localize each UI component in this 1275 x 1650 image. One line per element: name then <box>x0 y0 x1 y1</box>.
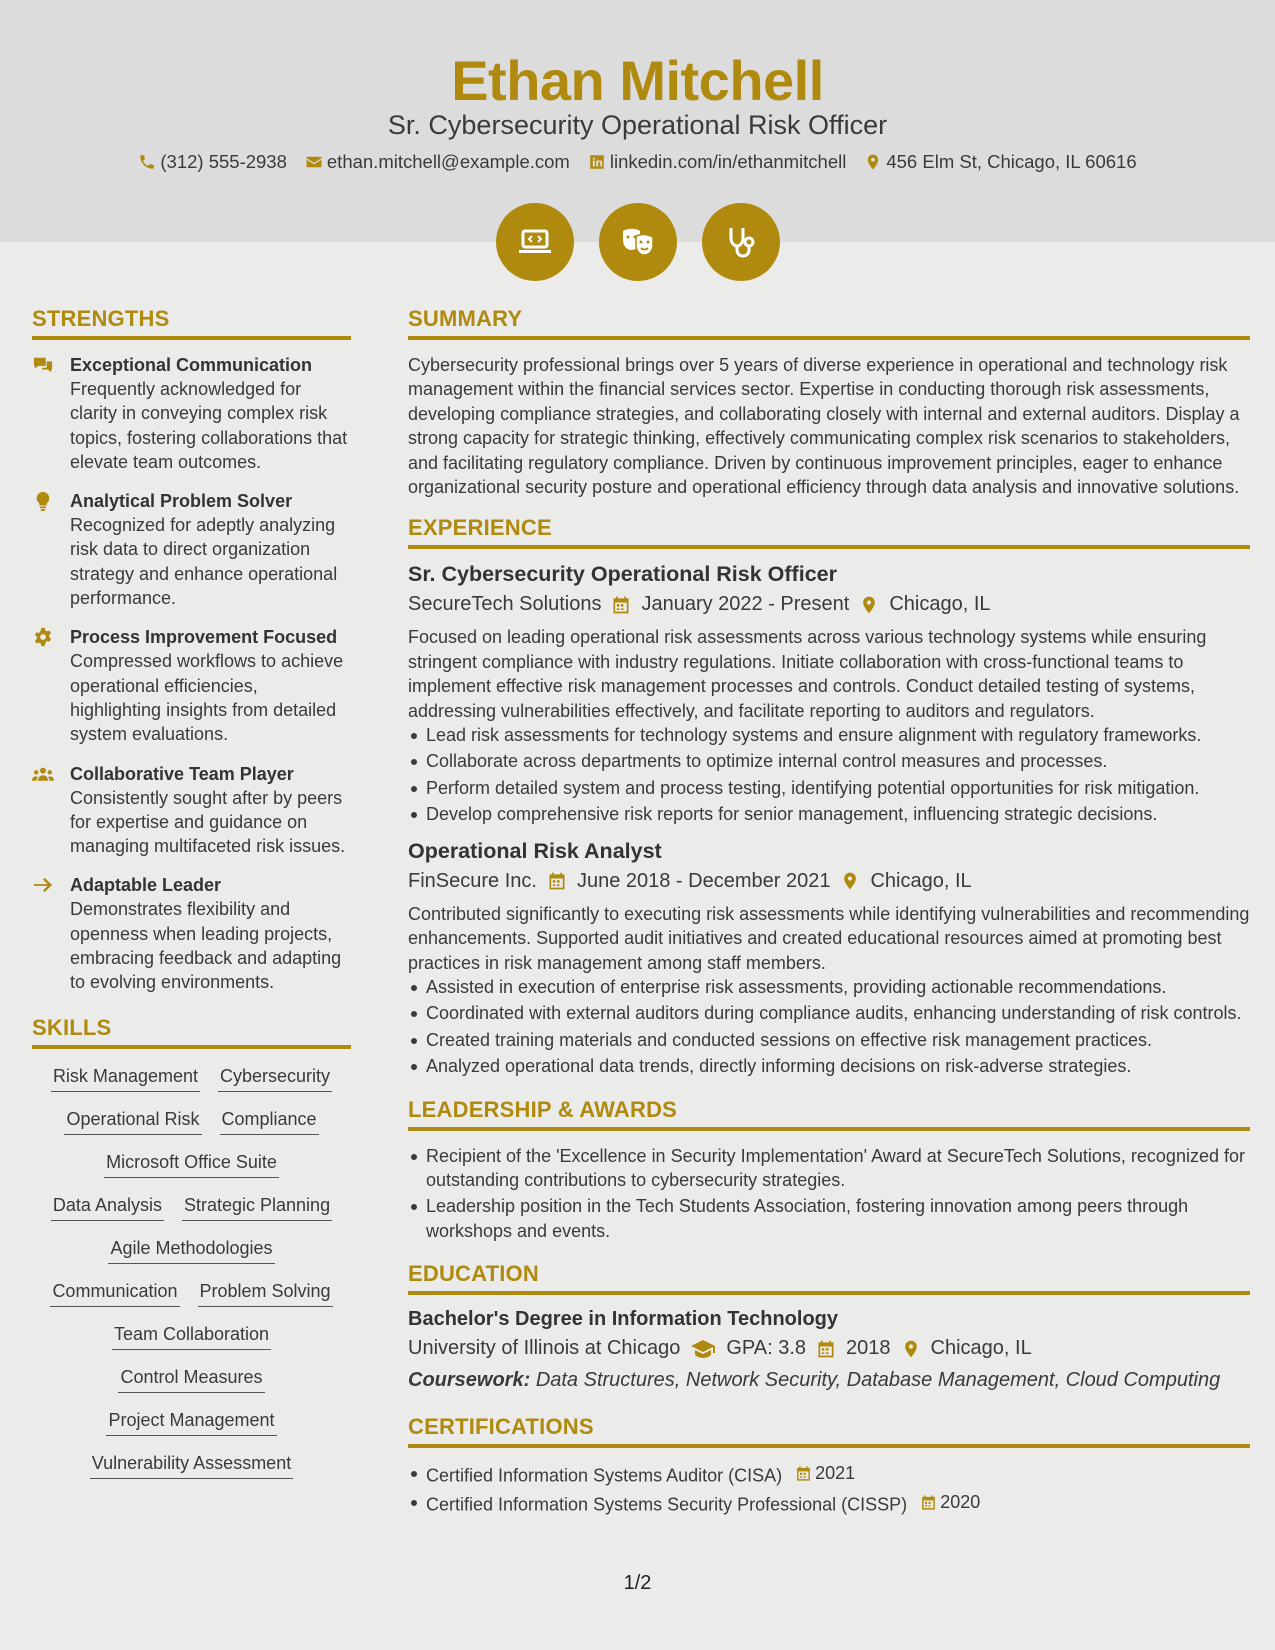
linkedin-text: linkedin.com/in/ethanmitchell <box>609 151 847 172</box>
graduation-cap-icon <box>690 1339 716 1359</box>
contact-address <box>864 151 1136 173</box>
school-name: University of Illinois at Chicago <box>408 1337 681 1360</box>
list-item: Leadership position in the Tech Students Association, fostering innovation among peers through workshops and events. <box>408 1194 1250 1243</box>
skill-tag: Problem Solving <box>198 1280 333 1307</box>
job-description: Focused on leading operational risk assessments across various technology systems while ensuring stringent compliance with industry regulations. Initiate collaboration with cross-functional teams to implement effective risk management processes and controls. Conduct detailed testing of systems, addressing vulnerabilities effectively, and facilitate reporting to auditors and regulators. <box>408 627 1207 721</box>
phone-text: (312) 555-2938 <box>160 151 287 172</box>
map-marker-icon <box>859 595 879 615</box>
skill-tag: Cybersecurity <box>218 1065 332 1092</box>
job-meta <box>408 870 1250 893</box>
right-column <box>408 306 1250 1519</box>
coursework <box>408 1369 1250 1392</box>
skill-tag: Compliance <box>220 1108 319 1135</box>
candidate-title: Sr. Cybersecurity Operational Risk Officer <box>387 110 888 140</box>
list-item <box>408 1461 1250 1488</box>
list-item: Created training materials and conducted sessions on effective risk management practices. <box>408 1028 1250 1052</box>
lightbulb-icon <box>32 491 54 511</box>
strength-item <box>32 489 351 610</box>
phone-icon <box>138 153 156 171</box>
interest-icons <box>0 203 1275 281</box>
strength-title: Analytical Problem Solver <box>70 491 293 512</box>
education-meta <box>408 1337 1250 1360</box>
list-item: Recipient of the 'Excellence in Security Implementation' Award at SecureTech Solutions, recognized for outstanding contributions to cybersecurity strategies. <box>408 1144 1250 1193</box>
envelope-icon <box>305 153 323 171</box>
cert-year: 2020 <box>940 1492 981 1513</box>
laptop-code-icon <box>496 203 574 281</box>
job-title: Operational Risk Analyst <box>408 838 662 863</box>
calendar-icon <box>547 871 567 891</box>
strength-item <box>32 353 351 474</box>
strength-title: Exceptional Communication <box>70 355 313 375</box>
contact-email[interactable] <box>305 151 570 173</box>
job-bullets <box>408 723 1250 827</box>
strength-title: Collaborative Team Player <box>70 763 294 784</box>
calendar-icon <box>920 1494 937 1511</box>
arrow-right-icon <box>32 875 54 895</box>
contact-bar <box>0 151 1275 173</box>
theater-masks-icon <box>599 203 677 281</box>
strength-desc: Recognized for adeptly analyzing risk data to direct organization strategy and enhance operational performance. <box>70 515 338 609</box>
cert-year: 2021 <box>815 1463 856 1484</box>
skill-tag: Communication <box>50 1280 179 1307</box>
strength-title: Process Improvement Focused <box>70 627 338 648</box>
strength-desc: Frequently acknowledged for clarity in conveying complex risk topics, fostering collaborations that elevate team outcomes. <box>70 379 348 472</box>
strength-title: Adaptable Leader <box>70 875 222 896</box>
list-item: Coordinated with external auditors during compliance audits, enhancing understanding of risk controls. <box>408 1001 1250 1025</box>
calendar-icon <box>816 1339 836 1359</box>
degree-title: Bachelor's Degree in Information Technology <box>408 1308 839 1331</box>
school-location: Chicago, IL <box>930 1337 1032 1360</box>
skill-tag: Vulnerability Assessment <box>90 1452 293 1479</box>
summary-text: Cybersecurity professional brings over 5 years of diverse experience in operational and technology risk management within the financial services sector. Expertise in conducting thorough risk assessments, developing compliance strategies, and collaborating closely with internal and external auditors. Display a strong capacity for strategic thinking, effectively communicating complex risk scenarios to stakeholders, and facilitating regulatory compliance. Driven by continuous improvement principles, eager to enhance organizational security posture and operational efficiency through data analysis and innovative solutions. <box>408 355 1240 498</box>
leadership-heading: LEADERSHIP & AWARDS <box>408 1097 1250 1131</box>
left-column <box>32 306 351 1479</box>
email-text: ethan.mitchell@example.com <box>326 151 570 172</box>
coursework-list: Data Structures, Network Security, Database Management, Cloud Computing <box>535 1369 1221 1392</box>
cert-name: Certified Information Systems Auditor (CISA) <box>426 1465 783 1486</box>
skill-tag: Project Management <box>106 1409 276 1436</box>
coursework-label: Coursework: <box>408 1369 531 1392</box>
list-item <box>408 1490 1250 1517</box>
job-entry <box>408 839 1250 1079</box>
address-text: 456 Elm St, Chicago, IL 60616 <box>886 151 1137 172</box>
list-item: Lead risk assessments for technology systems and ensure alignment with regulatory frameworks. <box>408 723 1250 747</box>
summary-heading: SUMMARY <box>408 306 1250 340</box>
gpa: GPA: 3.8 <box>726 1337 807 1360</box>
education-heading: EDUCATION <box>408 1261 1250 1295</box>
list-item: Develop comprehensive risk reports for senior management, influencing strategic decisions. <box>408 802 1250 826</box>
list-item: Assisted in execution of enterprise risk assessments, providing actionable recommendations. <box>408 975 1250 999</box>
skill-tag: Data Analysis <box>51 1194 164 1221</box>
map-marker-icon <box>901 1339 921 1359</box>
skill-tag: Strategic Planning <box>182 1194 332 1221</box>
certifications-heading: CERTIFICATIONS <box>408 1414 1250 1448</box>
certifications-list <box>408 1461 1250 1517</box>
job-location: Chicago, IL <box>870 869 972 892</box>
cert-name: Certified Information Systems Security Professional (CISSP) <box>426 1494 908 1515</box>
page-number: 1/2 <box>623 1572 652 1594</box>
job-title: Sr. Cybersecurity Operational Risk Officer <box>408 562 837 587</box>
gear-icon <box>32 627 54 647</box>
map-marker-icon <box>864 153 882 171</box>
strength-desc: Demonstrates flexibility and openness when leading projects, embracing feedback and adapting to evolving environments. <box>70 899 342 993</box>
candidate-name: Ethan Mitchell <box>451 49 824 112</box>
calendar-icon <box>611 595 631 615</box>
list-item: Perform detailed system and process testing, identifying potential opportunities for risk mitigation. <box>408 776 1250 800</box>
job-dates: January 2022 - Present <box>641 593 850 616</box>
comments-icon <box>32 355 54 375</box>
skill-tag: Risk Management <box>51 1065 200 1092</box>
linkedin-icon <box>588 153 606 171</box>
skills-heading: SKILLS <box>32 1015 351 1049</box>
experience-heading: EXPERIENCE <box>408 515 1250 549</box>
calendar-icon <box>795 1465 812 1482</box>
job-dates: June 2018 - December 2021 <box>576 869 831 892</box>
skill-tag: Agile Methodologies <box>108 1237 274 1264</box>
job-company: FinSecure Inc. <box>408 869 537 892</box>
job-entry <box>408 562 1250 826</box>
strength-desc: Consistently sought after by peers for expertise and guidance on managing multifaceted risk issues. <box>70 787 346 857</box>
list-item: Collaborate across departments to optimize internal control measures and processes. <box>408 749 1250 773</box>
strength-item <box>32 625 351 746</box>
skill-tag: Team Collaboration <box>112 1323 271 1350</box>
job-location: Chicago, IL <box>889 593 991 616</box>
contact-phone[interactable] <box>138 151 287 173</box>
map-marker-icon <box>840 871 860 891</box>
job-bullets <box>408 975 1250 1079</box>
strength-item <box>32 873 351 994</box>
skill-tag: Operational Risk <box>64 1108 201 1135</box>
strength-item <box>32 762 351 859</box>
job-description: Contributed significantly to executing risk assessments while identifying vulnerabilities and recommending enhancements. Supported audit initiatives and created educational resources aimed at promoting best practices in risk management among staff members. <box>408 903 1250 973</box>
strength-desc: Compressed workflows to achieve operational efficiencies, highlighting insights from detailed system evaluations. <box>70 651 344 745</box>
skills-list <box>32 1065 351 1479</box>
graduation-year: 2018 <box>846 1337 891 1360</box>
job-meta <box>408 593 1250 616</box>
job-company: SecureTech Solutions <box>408 593 602 616</box>
leadership-list <box>408 1144 1250 1244</box>
skill-tag: Microsoft Office Suite <box>104 1151 279 1178</box>
list-item: Analyzed operational data trends, directly informing decisions on risk-adverse strategies. <box>408 1054 1250 1078</box>
contact-linkedin[interactable] <box>588 151 847 173</box>
skill-tag: Control Measures <box>118 1366 264 1393</box>
users-icon <box>32 764 54 784</box>
stethoscope-icon <box>702 203 780 281</box>
strengths-heading: STRENGTHS <box>32 306 351 340</box>
